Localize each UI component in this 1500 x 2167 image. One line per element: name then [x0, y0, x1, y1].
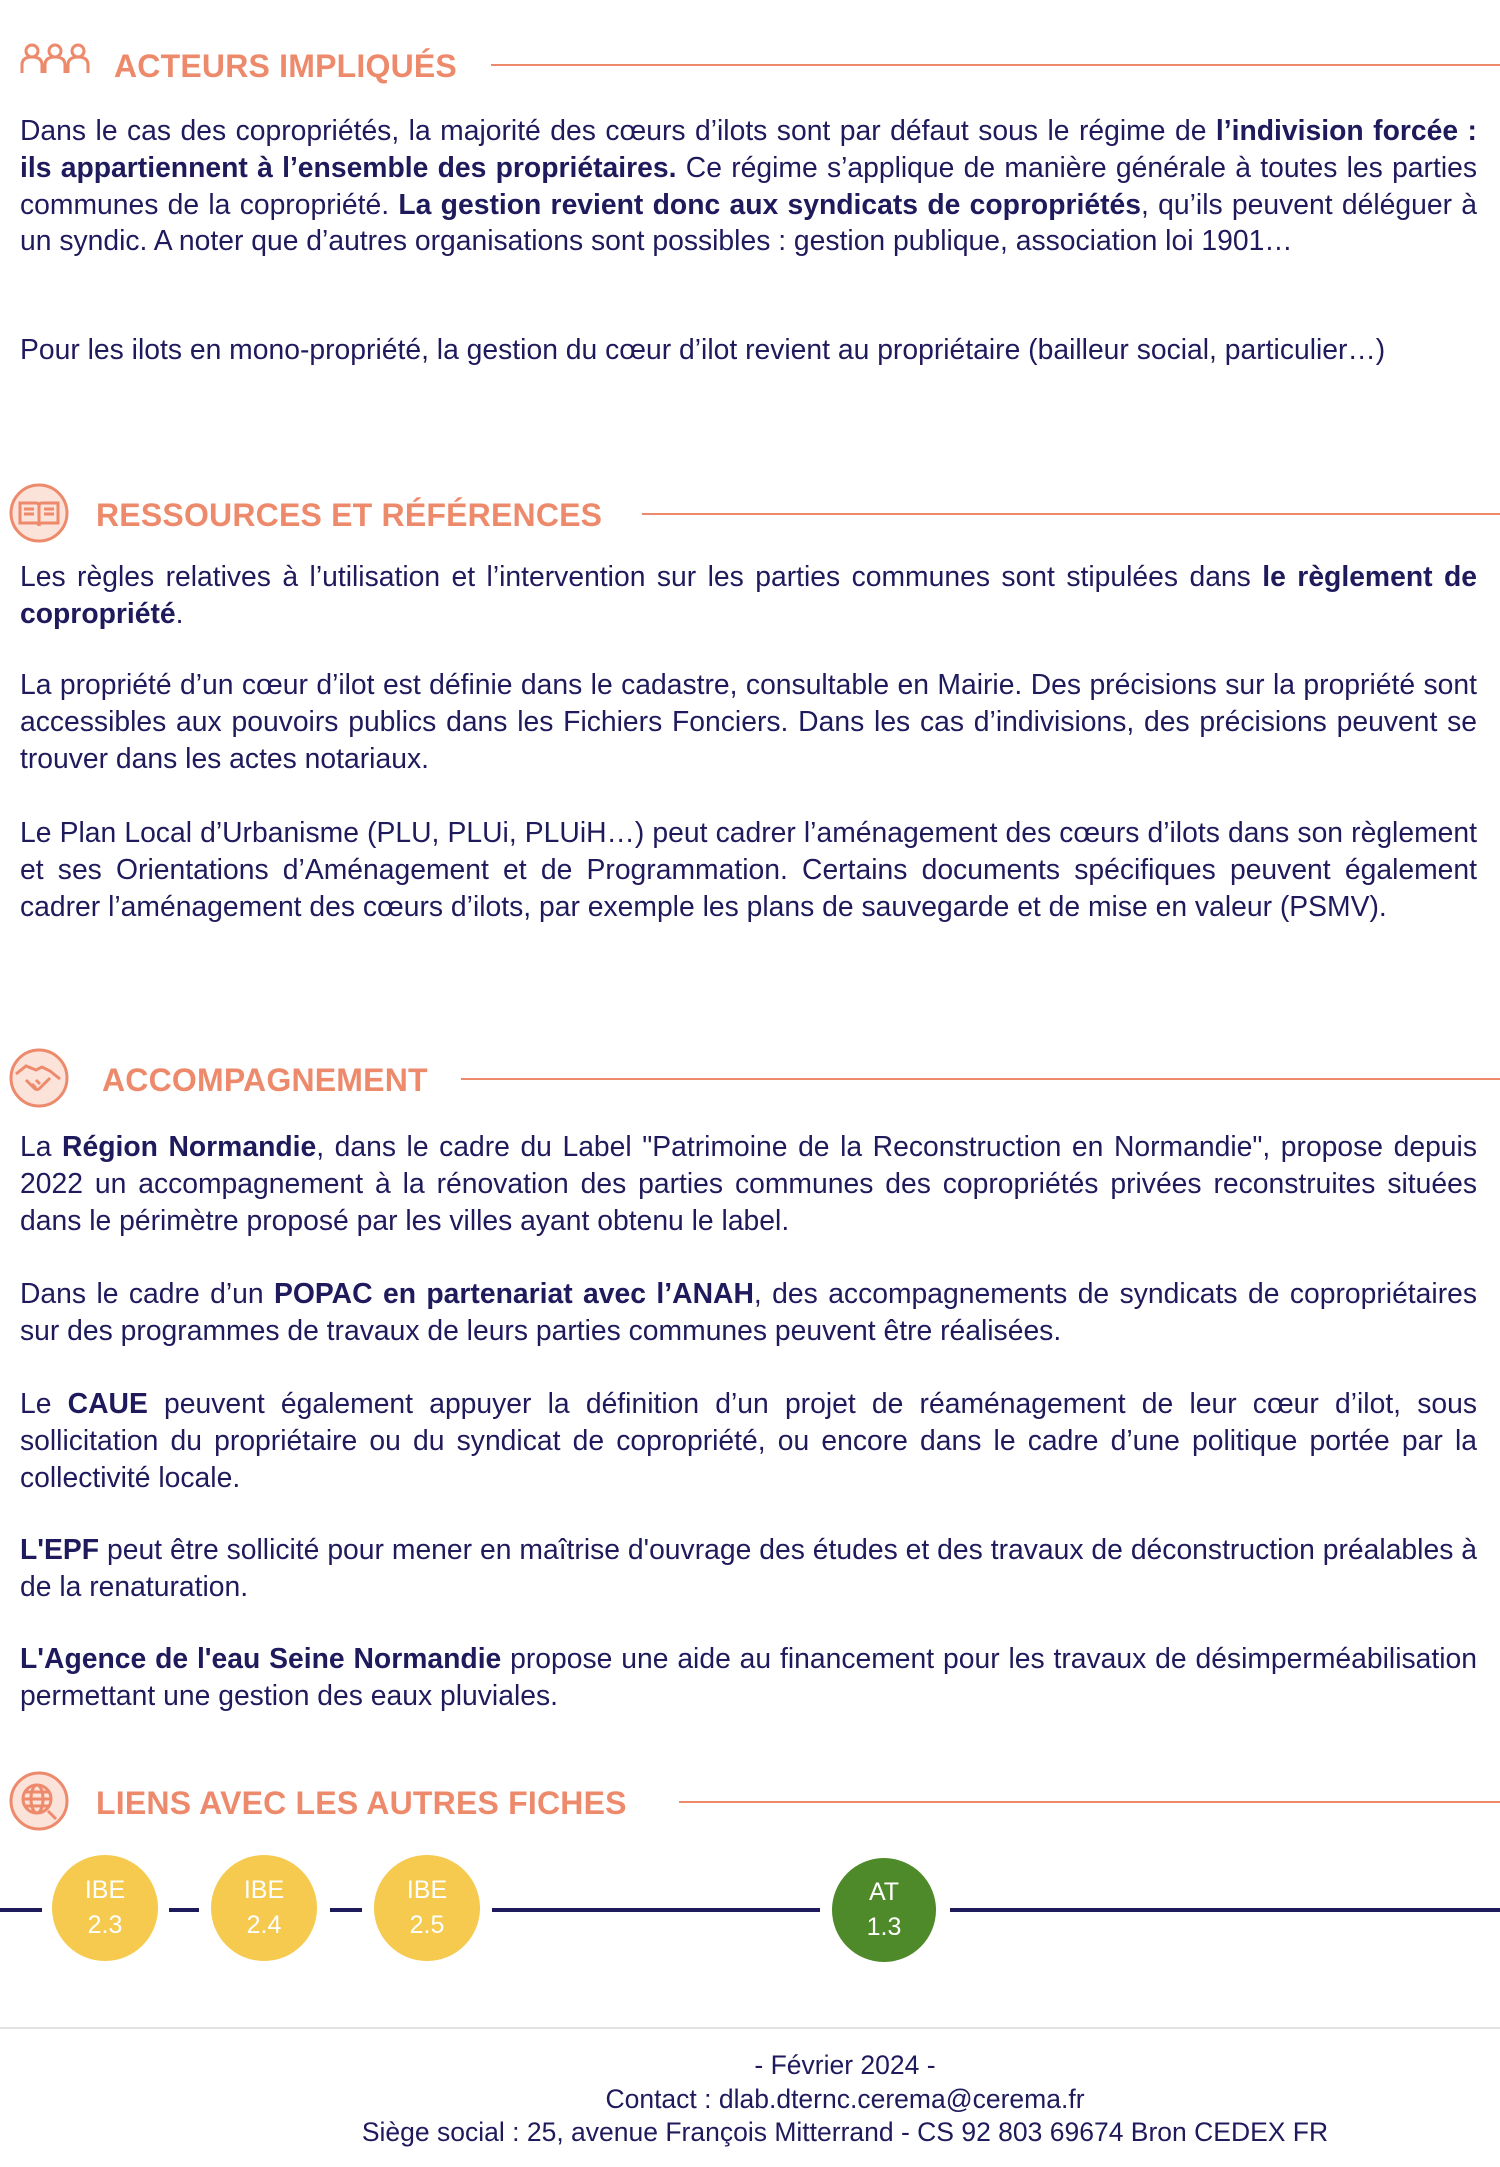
paragraph: L'Agence de l'eau Seine Normandie propose une aide au financement pour les travaux de désimperméabilisation permettant une gestion des eaux pluviales.	[20, 1642, 1477, 1711]
linked-sheets	[0, 1855, 1500, 1965]
handshake-icon	[6, 1048, 72, 1108]
people-group-icon	[20, 34, 90, 94]
section-title: ACTEURS IMPLIQUÉS	[114, 48, 457, 84]
badge-code: IBE	[406, 1876, 448, 1904]
link-badge-ibe-2-4[interactable]	[211, 1855, 317, 1961]
section-title: RESSOURCES ET RÉFÉRENCES	[96, 497, 603, 533]
footer-divider	[0, 2027, 1500, 2029]
badge-code: IBE	[84, 1876, 126, 1904]
badge-code: AT	[868, 1878, 900, 1906]
section-title: ACCOMPAGNEMENT	[102, 1062, 428, 1098]
paragraph: Pour les ilots en mono-propriété, la gestion du cœur d’ilot revient au propriétaire (bailleur social, particulier…)	[20, 333, 1386, 365]
link-badge-ibe-2-5[interactable]	[374, 1855, 480, 1961]
paragraph: Les règles relatives à l’utilisation et l’intervention sur les parties communes sont stipulées dans le règlement de copropriété.	[20, 560, 1478, 629]
badge-number: 1.3	[866, 1913, 902, 1941]
section-header-acteurs	[0, 34, 1500, 94]
section-divider	[491, 64, 1500, 66]
badge-number: 2.3	[87, 1911, 123, 1939]
section-divider	[461, 1078, 1500, 1080]
badge-code: IBE	[243, 1876, 285, 1904]
footer-date: - Février 2024 -	[754, 2050, 936, 2080]
globe-icon	[6, 1771, 72, 1831]
paragraph: La propriété d’un cœur d’ilot est définie dans le cadastre, consultable en Mairie. Des précisions sur la propriété sont accessibles aux pouvoirs publics dans les Fichiers Fonciers. Dans les cas d’indivisions, des précisions peuvent se trouver dans les actes notariaux.	[20, 668, 1477, 774]
timeline-line	[330, 1908, 362, 1912]
footer-headquarters: Siège social : 25, avenue François Mitterrand - CS 92 803 69674 Bron CEDEX FR	[361, 2117, 1329, 2147]
section-header-liens	[0, 1771, 1500, 1831]
timeline-line	[492, 1908, 820, 1912]
paragraph: La Région Normandie, dans le cadre du Label "Patrimoine de la Reconstruction en Normandie", propose depuis 2022 un accompagnement à la rénovation des parties communes des copropriétés privées reconstruites situées dans le périmètre proposé par les villes ayant obtenu le label.	[20, 1130, 1477, 1236]
section-header-accompagnement	[0, 1048, 1500, 1108]
link-badge-at-1-3[interactable]	[832, 1858, 936, 1962]
section-title: LIENS AVEC LES AUTRES FICHES	[96, 1785, 627, 1821]
timeline-line	[169, 1908, 199, 1912]
paragraph: Le CAUE peuvent également appuyer la définition d’un projet de réaménagement de leur cœur d’ilot, sous sollicitation du propriétaire ou du syndicat de copropriété, ou encore dans le cadre d’une politique portée par la collectivité locale.	[20, 1387, 1477, 1493]
timeline-line	[0, 1908, 42, 1912]
section-header-ressources	[0, 483, 1500, 543]
paragraph: Dans le cadre d’un POPAC en partenariat avec l’ANAH, des accompagnements de syndicats de copropriétaires sur des programmes de travaux de leurs parties communes peuvent être réalisées.	[20, 1277, 1478, 1346]
timeline-line	[950, 1908, 1500, 1912]
link-badge-ibe-2-3[interactable]	[52, 1855, 158, 1961]
badge-number: 2.5	[409, 1911, 445, 1939]
open-book-icon	[6, 483, 72, 543]
section-divider	[642, 513, 1500, 515]
badge-number: 2.4	[246, 1911, 282, 1939]
paragraph: Dans le cas des copropriétés, la majorité des cœurs d’ilots sont par défaut sous le régime de l’indivision forcée : ils appartiennent à l’ensemble des propriétaires. Ce régime s’applique de manière générale à toutes les parties communes de la copropriété. La gestion revient donc aux syndicats de copropriétés, qu’ils peuvent déléguer à un syndic. A noter que d’autres organisations sont possibles : gestion publique, association loi 1901…	[20, 114, 1478, 257]
paragraph: Le Plan Local d’Urbanisme (PLU, PLUi, PLUiH…) peut cadrer l’aménagement des cœurs d’ilots dans son règlement et ses Orientations d’Aménagement et de Programmation. Certains documents spécifiques peuvent également cadrer l’aménagement des cœurs d’ilots, par exemple les plans de sauvegarde et de mise en valeur (PSMV).	[20, 816, 1477, 922]
footer-contact: Contact : dlab.dternc.cerema@cerema.fr	[605, 2084, 1085, 2114]
paragraph: L'EPF peut être sollicité pour mener en maîtrise d'ouvrage des études et des travaux de déconstruction préalables à de la renaturation.	[20, 1533, 1477, 1602]
section-divider	[679, 1801, 1500, 1803]
